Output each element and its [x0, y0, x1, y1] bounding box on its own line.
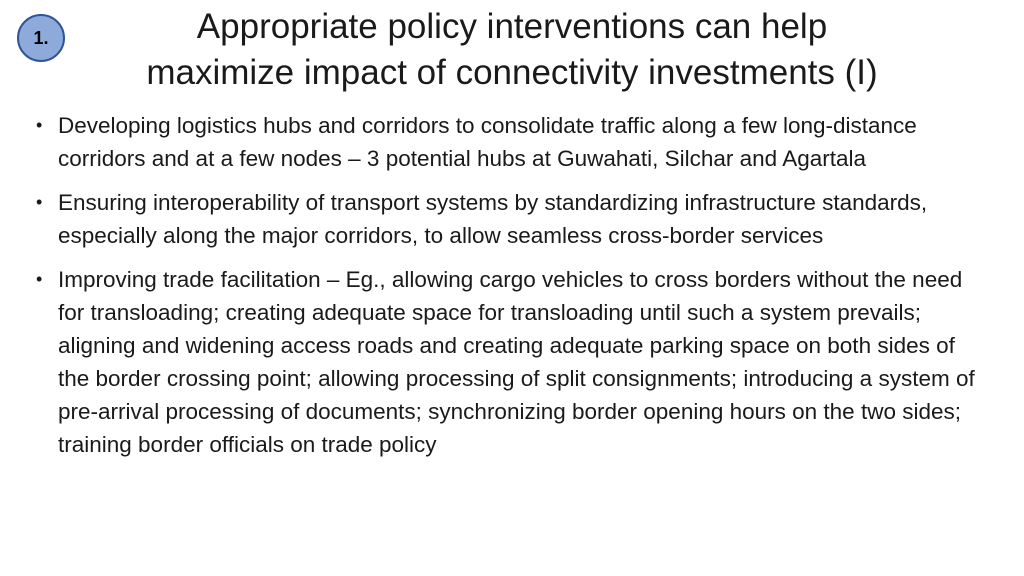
- bullet-list: [30, 109, 985, 472]
- bullet-dot-icon: •: [36, 269, 43, 289]
- bullet-item: [30, 109, 985, 175]
- slide-number-label: 1.: [33, 27, 49, 48]
- bullet-text: Ensuring interoperability of transport systems by standardizing infrastructure standards, especially along the major corridors, to allow seamless cross-border services: [58, 190, 928, 248]
- bullet-item: [30, 186, 985, 252]
- bullet-text: Developing logistics hubs and corridors to consolidate traffic along a few long-distance corridors and at a few nodes – 3 potential hubs at Guwahati, Silchar and Agartala: [58, 113, 917, 171]
- slide-number-badge: [17, 14, 65, 62]
- slide-title-line-1: Appropriate policy interventions can help: [196, 7, 828, 46]
- slide-title: [80, 4, 944, 96]
- bullet-dot-icon: •: [36, 192, 43, 212]
- bullet-text: Improving trade facilitation – Eg., allowing cargo vehicles to cross borders without the need for transloading; creating adequate space for transloading until such a system prevails; aligning and widening access roads and creating adequate parking space on both sides of the border crossing point; allowing processing of split consignments; introducing a system of pre-arrival processing of documents; synchronizing border opening hours on the two sides; training border officials on trade policy: [58, 267, 975, 457]
- bullet-item: [30, 263, 985, 461]
- bullet-dot-icon: •: [36, 115, 43, 135]
- slide-title-line-2: maximize impact of connectivity investments (I): [146, 53, 878, 92]
